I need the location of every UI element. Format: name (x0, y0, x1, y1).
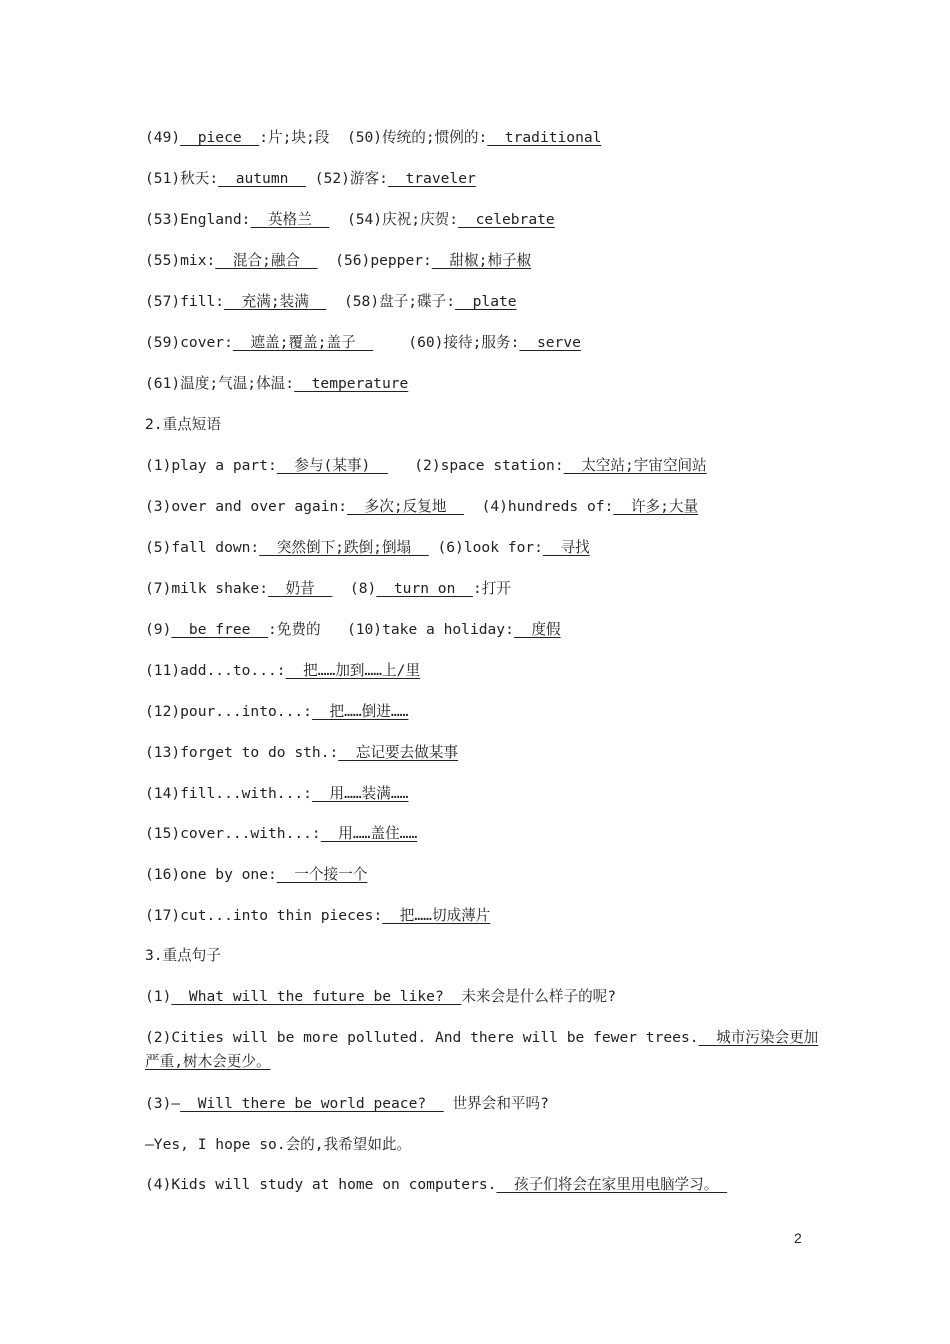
section-title-phrases: 2.重点短语 (145, 416, 221, 433)
page-number: 2 (794, 1230, 802, 1246)
vocab-line-55-56 (145, 250, 531, 272)
phrase-label: (17)cut...into thin pieces: (145, 907, 383, 924)
phrase-answer: 突然倒下;跌倒;倒塌 (259, 539, 429, 556)
phrase-answer: 许多;大量 (613, 498, 699, 515)
vocab-answer: temperature (294, 375, 409, 392)
sentence-text: 世界会和平吗? (443, 1095, 549, 1112)
phrase-answer: 太空站;宇宙空间站 (563, 457, 707, 474)
sentence-3 (145, 1093, 549, 1115)
vocab-answer: piece (180, 129, 260, 146)
phrase-answer: be free (171, 621, 269, 638)
vocab-answer: 混合;融合 (215, 252, 318, 269)
vocab-answer: traditional (487, 129, 602, 146)
vocab-label: (53)England: (145, 211, 251, 228)
vocab-answer: 充满;装满 (224, 293, 327, 310)
sentence-text: (4)Kids will study at home on computers. (145, 1176, 497, 1193)
phrase-line-16 (145, 864, 367, 886)
phrase-line-11 (145, 660, 420, 682)
sentence-text: 未来会是什么样子的呢? (461, 988, 617, 1005)
phrase-line-14 (145, 783, 408, 805)
vocab-label: (51)秋天: (145, 170, 219, 187)
vocab-label: (58)盘子;碟子: (326, 293, 456, 310)
vocab-line-49-50 (145, 127, 601, 149)
vocab-label: (54)庆祝;庆贺: (329, 211, 459, 228)
vocab-label: (61)温度;气温;体温: (145, 375, 295, 392)
phrase-answer: 寻找 (542, 539, 590, 556)
phrase-line-7-8 (145, 578, 511, 600)
phrase-answer: 把……加到……上/里 (285, 662, 421, 679)
phrase-line-9-10 (145, 619, 561, 641)
phrase-label: (7)milk shake: (145, 580, 269, 597)
vocab-answer: plate (455, 293, 517, 310)
vocab-answer: 甜椒;柿子椒 (431, 252, 532, 269)
phrase-label: (14)fill...with...: (145, 785, 312, 802)
vocab-label: (55)mix: (145, 252, 216, 269)
vocab-label: (56)pepper: (317, 252, 432, 269)
vocab-label: (49) (145, 129, 181, 146)
phrase-line-3-4 (145, 496, 698, 518)
phrase-label: (6)look for: (428, 539, 543, 556)
phrase-answer: 度假 (513, 621, 561, 638)
sentence-answer: 城市污染会更加 (698, 1029, 819, 1046)
vocab-answer: 遮盖;覆盖;盖子 (232, 334, 374, 351)
sentence-3-reply: —Yes, I hope so.会的,我希望如此。 (145, 1136, 412, 1153)
phrase-label: (11)add...to...: (145, 662, 286, 679)
vocab-answer: serve (519, 334, 581, 351)
sentence-label: (1) (145, 988, 172, 1005)
phrase-label: (15)cover...with...: (145, 825, 321, 842)
phrase-label: (1)play a part: (145, 457, 277, 474)
vocab-answer: 英格兰 (250, 211, 330, 228)
phrase-answer: 忘记要去做某事 (338, 744, 459, 761)
vocab-answer: autumn (218, 170, 306, 187)
vocab-answer: celebrate (458, 211, 555, 228)
sentence-2-continued (145, 1051, 271, 1073)
phrase-line-15 (145, 823, 417, 845)
phrase-line-1-2 (145, 455, 707, 477)
vocab-label: :片;块;段 (50)传统的;惯例的: (259, 129, 488, 146)
vocab-label: (52)游客: (306, 170, 388, 187)
phrase-label: (13)forget to do sth.: (145, 744, 339, 761)
vocab-line-51-52 (145, 168, 476, 190)
phrase-label: (3)over and over again: (145, 498, 348, 515)
phrase-answer: 把……切成薄片 (382, 907, 491, 924)
vocab-line-61 (145, 373, 408, 395)
phrase-label: :打开 (472, 580, 511, 597)
sentence-answer: Will there be world peace? (180, 1095, 444, 1112)
phrase-line-5-6 (145, 537, 590, 559)
vocab-answer: traveler (387, 170, 476, 187)
phrase-answer: 参与(某事) (276, 457, 388, 474)
phrase-answer: 用……装满…… (311, 785, 409, 802)
phrase-answer: 用……盖住…… (320, 825, 418, 842)
sentence-2 (145, 1027, 818, 1049)
phrase-label: (8) (332, 580, 377, 597)
section-title-sentences: 3.重点句子 (145, 947, 221, 964)
phrase-line-13 (145, 742, 458, 764)
sentence-1 (145, 986, 616, 1008)
vocab-label: (59)cover: (145, 334, 233, 351)
phrase-label: (2)space station: (387, 457, 564, 474)
sentence-answer: 严重,树木会更少。 (145, 1053, 271, 1070)
vocab-line-57-58 (145, 291, 517, 313)
phrase-label: :免费的 (10)take a holiday: (268, 621, 514, 638)
phrase-label: (4)hundreds of: (464, 498, 614, 515)
sentence-answer: 孩子们将会在家里用电脑学习。 (496, 1176, 728, 1193)
vocab-line-53-54 (145, 209, 555, 231)
phrase-answer: 一个接一个 (276, 866, 368, 883)
vocab-line-59-60 (145, 332, 581, 354)
sentence-answer: What will the future be like? (171, 988, 462, 1005)
phrase-label: (9) (145, 621, 172, 638)
sentence-label: (3)— (145, 1095, 181, 1112)
sentence-4 (145, 1174, 727, 1196)
phrase-answer: turn on (376, 580, 473, 597)
phrase-line-12 (145, 701, 408, 723)
sentence-text: (2)Cities will be more polluted. And there will be fewer trees. (145, 1029, 699, 1046)
phrase-answer: 多次;反复地 (347, 498, 464, 515)
vocab-label: (57)fill: (145, 293, 225, 310)
phrase-answer: 把……倒进…… (311, 703, 409, 720)
phrase-answer: 奶昔 (268, 580, 333, 597)
phrase-label: (16)one by one: (145, 866, 277, 883)
phrase-label: (12)pour...into...: (145, 703, 312, 720)
phrase-line-17 (145, 905, 490, 927)
vocab-label: (60)接待;服务: (373, 334, 520, 351)
phrase-label: (5)fall down: (145, 539, 260, 556)
